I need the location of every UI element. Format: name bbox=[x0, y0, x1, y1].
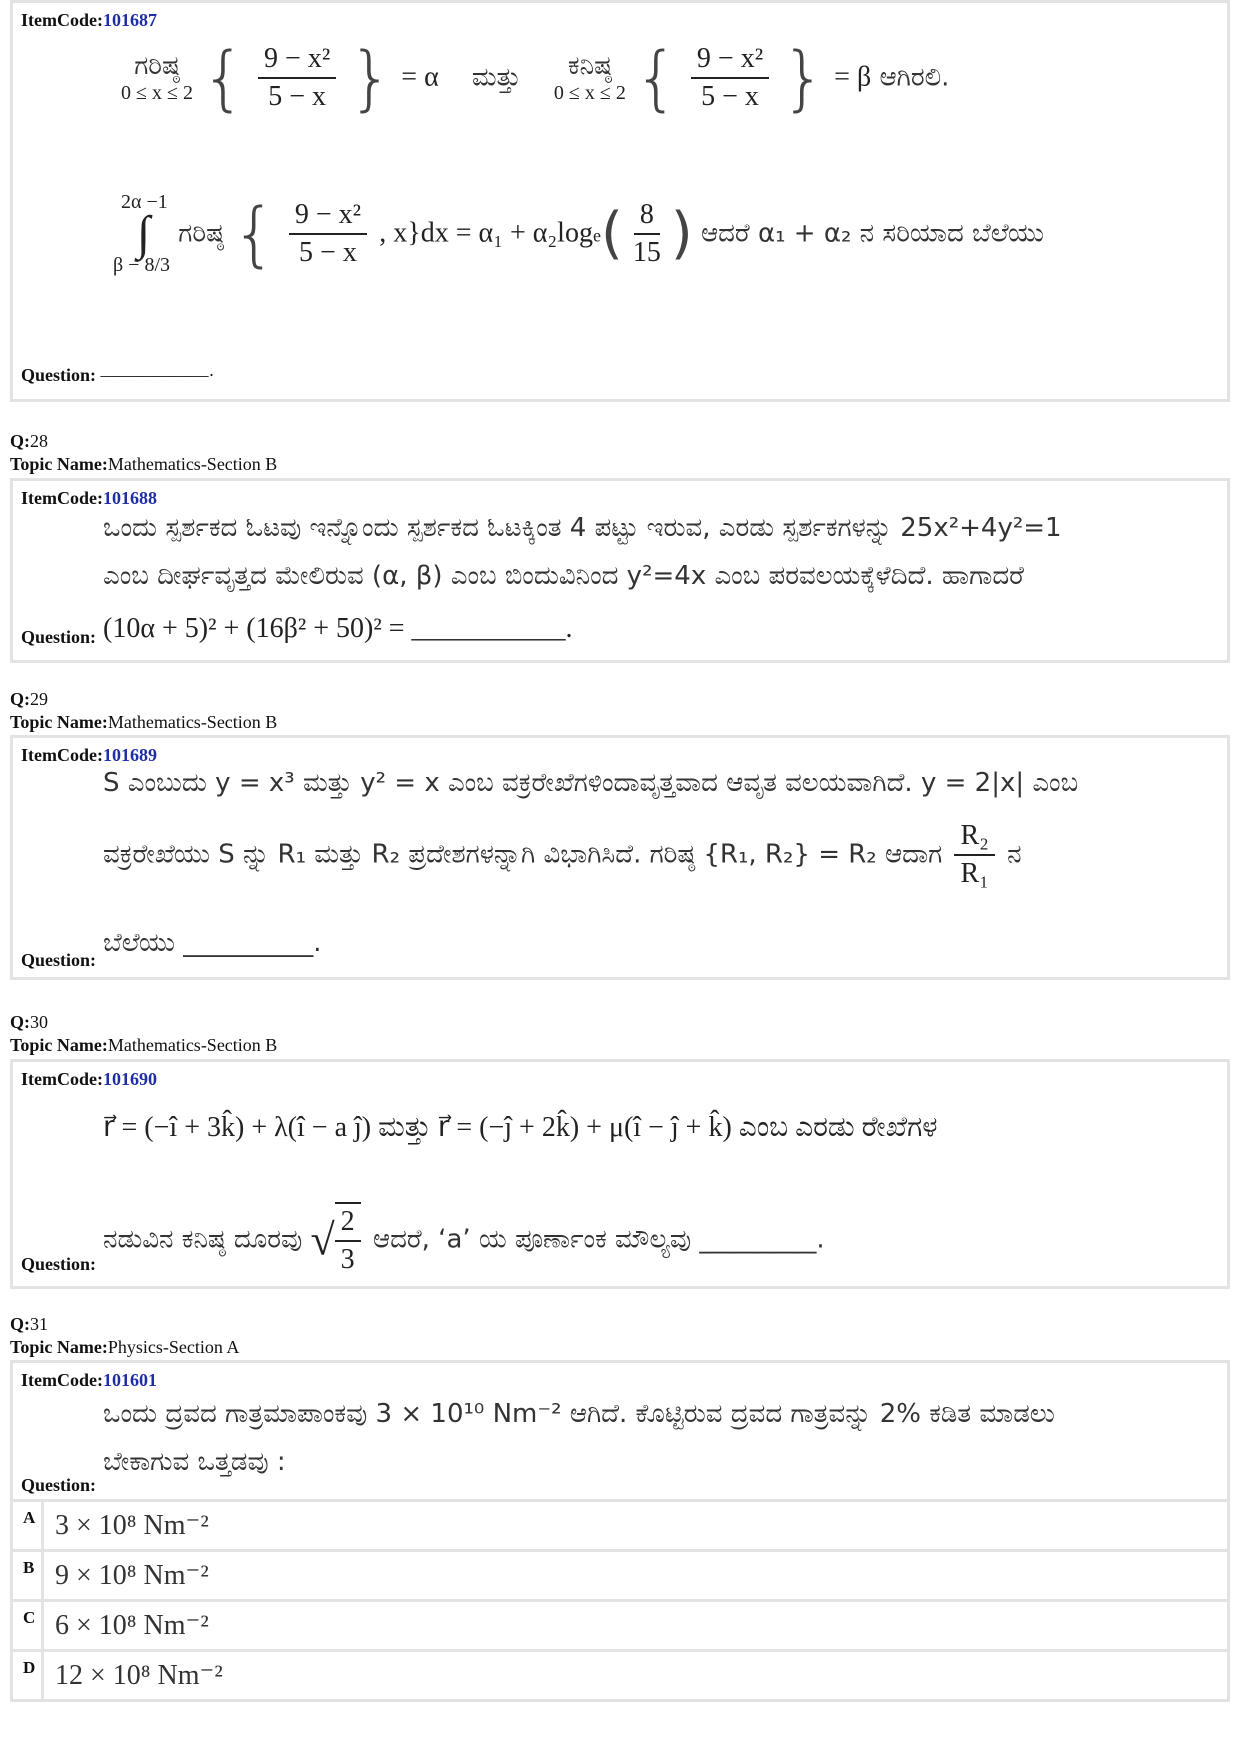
topic-label: Topic Name: bbox=[10, 1337, 108, 1357]
body-line-2: ವಕ್ರರೇಖೆಯು S ನ್ನು R₁ ಮತ್ತು R₂ ಪ್ರದೇಶಗಳನ್ನಾಗಿ ವಿಭಾಗಿಸಿದೆ. ಗರಿಷ್ಠ {R₁, R₂} = R₂ ಆದಾಗ bbox=[103, 839, 943, 870]
option-divider bbox=[41, 1602, 44, 1649]
int-frac-num: 9 − x² bbox=[289, 197, 367, 235]
topic-name: Mathematics-Section B bbox=[107, 454, 278, 474]
question-box-101688 bbox=[10, 478, 1230, 663]
option-value: 9 × 10⁸ Nm⁻² bbox=[55, 1560, 209, 1591]
option-value: 3 × 10⁸ Nm⁻² bbox=[55, 1510, 209, 1541]
item-code-row bbox=[21, 744, 157, 768]
ratio-num: R₂ bbox=[954, 818, 994, 856]
body-line-2b: ಆದರೆ, ‘a’ ಯ ಪೂರ್ಣಾಂಕ ಮೌಲ್ಯವು _________. bbox=[372, 1224, 825, 1255]
question-box-101687 bbox=[10, 0, 1230, 402]
topic-name: Mathematics-Section B bbox=[107, 1035, 278, 1055]
body-line-1: ಒಂದು ದ್ರವದ ಗಾತ್ರಮಾಪಾಂಕವು 3 × 10¹⁰ Nm⁻² ಆಗಿದೆ. ಕೊಟ್ಟಿರುವ ದ್ರವದ ಗಾತ್ರವನ್ನು 2% ಕಡಿತ ಮಾಡಲು bbox=[103, 1399, 1055, 1429]
q-number: 28 bbox=[30, 431, 48, 451]
question-body bbox=[103, 768, 1217, 978]
let-word: ಆಗಿರಲಿ. bbox=[879, 62, 950, 93]
item-code: 101601 bbox=[102, 1370, 157, 1390]
item-code-row: ItemCode:101687 bbox=[21, 10, 157, 30]
body-line-2: ಬೇಕಾಗುವ ಒತ್ತಡವು : bbox=[103, 1447, 286, 1477]
sqrt-icon: √ bbox=[310, 1215, 335, 1265]
question-label: Question: bbox=[21, 1475, 97, 1495]
option-letter: C bbox=[23, 1608, 36, 1627]
question-blank: ——————· bbox=[100, 365, 215, 385]
sqrt-num: 2 bbox=[335, 1204, 361, 1242]
min-word: ಕನಿಷ್ಠ bbox=[567, 51, 612, 81]
item-code: 101688 bbox=[102, 488, 157, 508]
option-divider bbox=[41, 1652, 44, 1699]
range-label-2: 0 ≤ x ≤ 2 bbox=[553, 82, 626, 104]
question-box-101601 bbox=[10, 1360, 1230, 1502]
integral-upper: 2α −1 bbox=[121, 191, 168, 213]
option-divider bbox=[41, 1502, 44, 1549]
question-label: Question: bbox=[21, 627, 97, 647]
beta-eq: = β bbox=[834, 61, 872, 93]
log-frac-num: 8 bbox=[634, 197, 660, 235]
topic-label: Topic Name: bbox=[10, 712, 108, 732]
frac-den: 5 − x bbox=[268, 81, 327, 112]
log-frac-den: 15 bbox=[632, 237, 661, 268]
body-line-3: (10α + 5)² + (16β² + 50)² = ___________. bbox=[103, 613, 573, 644]
integral-sign-icon: ∫ bbox=[137, 207, 151, 260]
item-code-row bbox=[21, 487, 157, 511]
item-code: 101690 bbox=[102, 1069, 157, 1089]
and-word: ಮತ್ತು bbox=[471, 62, 521, 93]
frac-num-2: 9 − x² bbox=[691, 41, 769, 79]
body-line-2a: ನಡುವಿನ ಕನಿಷ್ಠ ದೂರವು bbox=[103, 1224, 303, 1255]
question-box-101689 bbox=[10, 735, 1230, 980]
body-line-2: ಎಂಬ ದೀರ್ಘವೃತ್ತದ ಮೇಲಿರುವ (α, β) ಎಂಬ ಬಿಂದುವಿನಿಂದ y²=4x ಎಂಬ ಪರವಲಯಕ್ಕೆಳೆದಿದೆ. ಹಾಗಾದರೆ bbox=[103, 561, 1024, 591]
body-line-1: ಒಂದು ಸ್ಪರ್ಶಕದ ಓಟವು ಇನ್ನೊಂದು ಸ್ಪರ್ಶಕದ ಓಟಕ್ಕಿಂತ 4 ಪಟ್ಟು ಇರುವ, ಎರಡು ಸ್ಪರ್ಶಕಗಳನ್ನು 25x²+4y²=1 bbox=[103, 513, 1062, 543]
item-code-row bbox=[21, 1068, 157, 1092]
option-c[interactable] bbox=[10, 1602, 1230, 1652]
question-box-101690 bbox=[10, 1059, 1230, 1289]
option-letter: B bbox=[23, 1558, 35, 1577]
item-code-label: ItemCode: bbox=[21, 745, 103, 765]
integral-tail: ಆದರೆ α₁ + α₂ ನ ಸರಿಯಾದ ಬೆಲೆಯು bbox=[700, 218, 1044, 249]
topic-label: Topic Name: bbox=[10, 454, 108, 474]
option-letter: A bbox=[23, 1508, 36, 1527]
body-line-1: r⃗ = (−î + 3k̂) + λ(î − a ĵ) ಮತ್ತು r⃗ = (−ĵ + 2k̂) + μ(î − ĵ + k̂) ಎಂಬ ಎರಡು ರೇಖೆಗಳ bbox=[103, 1112, 938, 1143]
integral-expression: 2α −1 ∫ β − 8/3 ಗರಿಷ್ಠ { $\frac{\text{9 − x²}}{5 - x}$ , x}dx = α₁ + α₂loge( $\frac{8}{15}$ ) ಆದರೆ α₁ + α₂ ನ ಸರಿಯಾದ ಬೆಲೆಯು bbox=[113, 191, 1044, 276]
option-b[interactable] bbox=[10, 1552, 1230, 1602]
topic-label: Topic Name: bbox=[10, 1035, 108, 1055]
integral-rhs: , x}dx = α₁ + α₂log bbox=[379, 217, 593, 249]
item-code-label: ItemCode: bbox=[21, 1370, 103, 1390]
q-number: 31 bbox=[30, 1314, 48, 1334]
option-divider bbox=[41, 1552, 44, 1599]
q-number: 30 bbox=[30, 1012, 48, 1032]
q-header-31 bbox=[10, 1313, 239, 1359]
frac-num: 9 − x² bbox=[258, 41, 336, 79]
question-label: Question: bbox=[21, 950, 97, 970]
item-code: 101687 bbox=[102, 10, 157, 30]
item-code-row bbox=[21, 1369, 157, 1393]
int-frac-den: 5 − x bbox=[299, 237, 357, 268]
question-label-text: Question: bbox=[21, 365, 97, 385]
q-label: Q: bbox=[10, 1012, 30, 1032]
topic-name: Mathematics-Section B bbox=[107, 712, 278, 732]
option-letter: D bbox=[23, 1658, 36, 1677]
question-label: Question: bbox=[21, 1254, 97, 1274]
frac-den-2: 5 − x bbox=[701, 81, 759, 112]
q-label: Q: bbox=[10, 431, 30, 451]
body-line-2-end: ನ bbox=[1007, 839, 1022, 870]
max-word-int: ಗರಿಷ್ಠ bbox=[178, 218, 224, 249]
item-code: 101689 bbox=[102, 745, 157, 765]
option-value: 6 × 10⁸ Nm⁻² bbox=[55, 1610, 209, 1641]
option-a[interactable] bbox=[10, 1502, 1230, 1552]
question-label bbox=[21, 365, 215, 386]
q-header-29 bbox=[10, 688, 277, 734]
alpha-eq: = α bbox=[401, 61, 439, 93]
q-label: Q: bbox=[10, 689, 30, 709]
max-word: ಗರಿಷ್ಠ bbox=[134, 51, 180, 81]
q-header-28 bbox=[10, 430, 277, 476]
question-body: ಗರಿಷ್ಠ 0 ≤ x ≤ 2 { $\frac{\text{9 − x²}}{5 - x}$ } = α ಮತ್ತು ಕನಿಷ್ಠ 0 ≤ x ≤ 2 { $\frac{\text{9 − x²}}{5 - x}$ } = β ಆಗಿರಲಿ. bbox=[121, 37, 950, 119]
body-line-3: ಬೆಲೆಯು __________. bbox=[103, 928, 322, 958]
q-label: Q: bbox=[10, 1314, 30, 1334]
ratio-den: R₁ bbox=[960, 858, 989, 889]
sqrt-den: 3 bbox=[340, 1244, 355, 1275]
body-line-1: S ಎಂಬುದು y = x³ ಮತ್ತು y² = x ಎಂಬ ವಕ್ರರೇಖೆಗಳಿಂದಾವೃತ್ತವಾದ ಆವೃತ ವಲಯವಾಗಿದೆ. y = 2|x| ಎಂಬ bbox=[103, 768, 1079, 798]
q-header-30 bbox=[10, 1011, 277, 1057]
item-code-label: ItemCode: bbox=[21, 1069, 103, 1089]
integral-lower: β − 8/3 bbox=[113, 254, 171, 276]
question-body bbox=[103, 1399, 1217, 1499]
item-code-label: ItemCode: bbox=[21, 488, 103, 508]
log-base: e bbox=[592, 225, 601, 246]
option-value: 12 × 10⁸ Nm⁻² bbox=[55, 1660, 223, 1691]
q-number: 29 bbox=[30, 689, 48, 709]
option-d[interactable] bbox=[10, 1652, 1230, 1702]
range-label: 0 ≤ x ≤ 2 bbox=[121, 82, 193, 104]
topic-name: Physics-Section A bbox=[107, 1337, 240, 1357]
question-body bbox=[103, 1102, 1217, 1287]
question-body bbox=[103, 513, 1217, 663]
